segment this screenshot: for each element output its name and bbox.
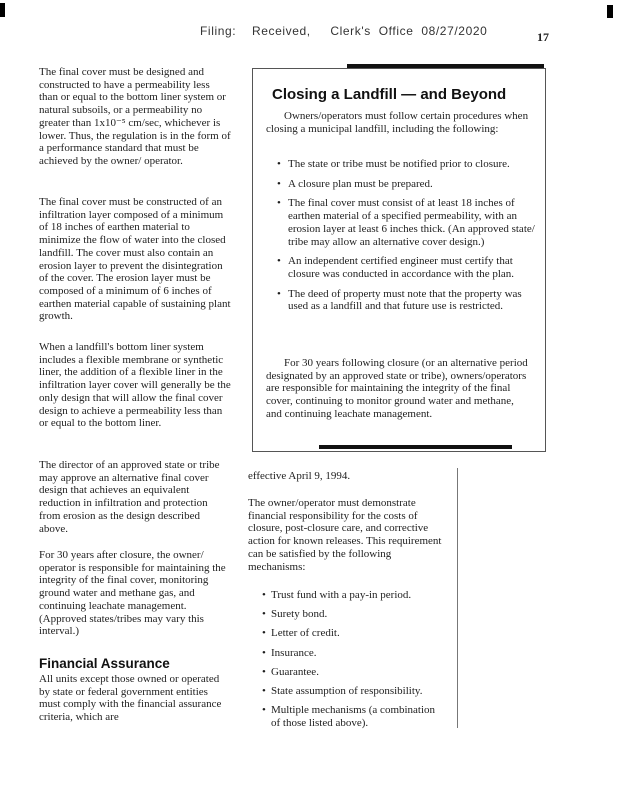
effective-date-line: effective April 9, 1994. (248, 470, 351, 482)
financial-assurance-heading: Financial Assurance (39, 656, 170, 671)
list-item: • The final cover must consist of at least 18 inches of earthen material of a specified permeability, with an erosion layer at least 6 inches thick. (An approved state/ tribe may allow an alternative cover design.) (276, 197, 538, 248)
list-item: • Surety bond. (262, 608, 442, 621)
box-closing-paragraph: For 30 years following closure (or an alternative period designated by an approved state or tribe), owners/operators are responsible for maintaining the integrity of the final cover, continuing to monitor ground water and methane, and continuing leachate management. (266, 357, 528, 420)
paragraph-permeability: The final cover must be designed and constructed to have a permeability less than or equal to the bottom liner system or natural subsoils, or a permeability no greater than 1x10⁻⁵ cm/sec, whichever is lower. Thus, the regulation is in the form of a performance standard that must be achieved by the owner/ operator. (39, 66, 231, 167)
scan-corner-mark-left (0, 3, 5, 17)
list-item: • Multiple mechanisms (a combination of those listed above). (262, 704, 442, 729)
list-item: • The deed of property must note that the property was used as a landfill and that future use is restricted. (276, 288, 538, 313)
column-divider (457, 468, 458, 728)
filing-stamp: Filing: Received, Clerk's Office 08/27/2020 (200, 24, 488, 38)
box-intro: Owners/operators must follow certain procedures when closing a municipal landfill, including the following: (266, 110, 529, 135)
mechanisms-list (262, 589, 442, 736)
paragraph-infiltration-layer: The final cover must be constructed of an infiltration layer composed of a minimum of 18 inches of earthen material to minimize the flow of water into the closed landfill. The cover must also contain an erosion layer to prevent the disintegration of the cover. The erosion layer must be composed of a minimum of 6 inches of earthen material capable of sustaining plant growth. (39, 196, 231, 323)
list-item: • An independent certified engineer must certify that closure was conducted in accordance with the plan. (276, 255, 538, 280)
paragraph-alternative-design: The director of an approved state or tribe may approve an alternative final cover design that achieves an equivalent reduction in infiltration and protection from erosion as the design described above. (39, 459, 220, 535)
list-item: • State assumption of responsibility. (262, 685, 442, 698)
box-bottom-rule (319, 445, 512, 449)
list-item: • A closure plan must be prepared. (276, 178, 538, 191)
paragraph-financial-responsibility: The owner/operator must demonstrate financial responsibility for the costs of closure, post-closure care, and corrective action for known releases. This requirement can be satisfied by the following mechanisms: (248, 497, 442, 573)
paragraph-post-closure: For 30 years after closure, the owner/ operator is responsible for maintaining the integrity of the final cover, monitoring ground water and methane gas, and continuing leachate management. (Approved states/tribes may vary this interval.) (39, 549, 226, 638)
scan-corner-mark-right (607, 5, 613, 18)
closing-requirements-list (276, 158, 538, 320)
page-number: 17 (537, 30, 549, 44)
list-item: • The state or tribe must be notified prior to closure. (276, 158, 538, 171)
box-title: Closing a Landfill — and Beyond (272, 86, 507, 103)
paragraph-flexible-liner: When a landfill's bottom liner system includes a flexible membrane or synthetic liner, the addition of a flexible liner in the infiltration layer cover will generally be the only design that will allow the final cover design to achieve a permeability less than or equal to the bottom liner. (39, 341, 231, 430)
list-item: • Insurance. (262, 647, 442, 660)
list-item: • Trust fund with a pay-in period. (262, 589, 442, 602)
paragraph-financial-assurance: All units except those owned or operated by state or federal government entities must comply with the financial assurance criteria, which are (39, 673, 222, 724)
list-item: • Guarantee. (262, 666, 442, 679)
list-item: • Letter of credit. (262, 627, 442, 640)
